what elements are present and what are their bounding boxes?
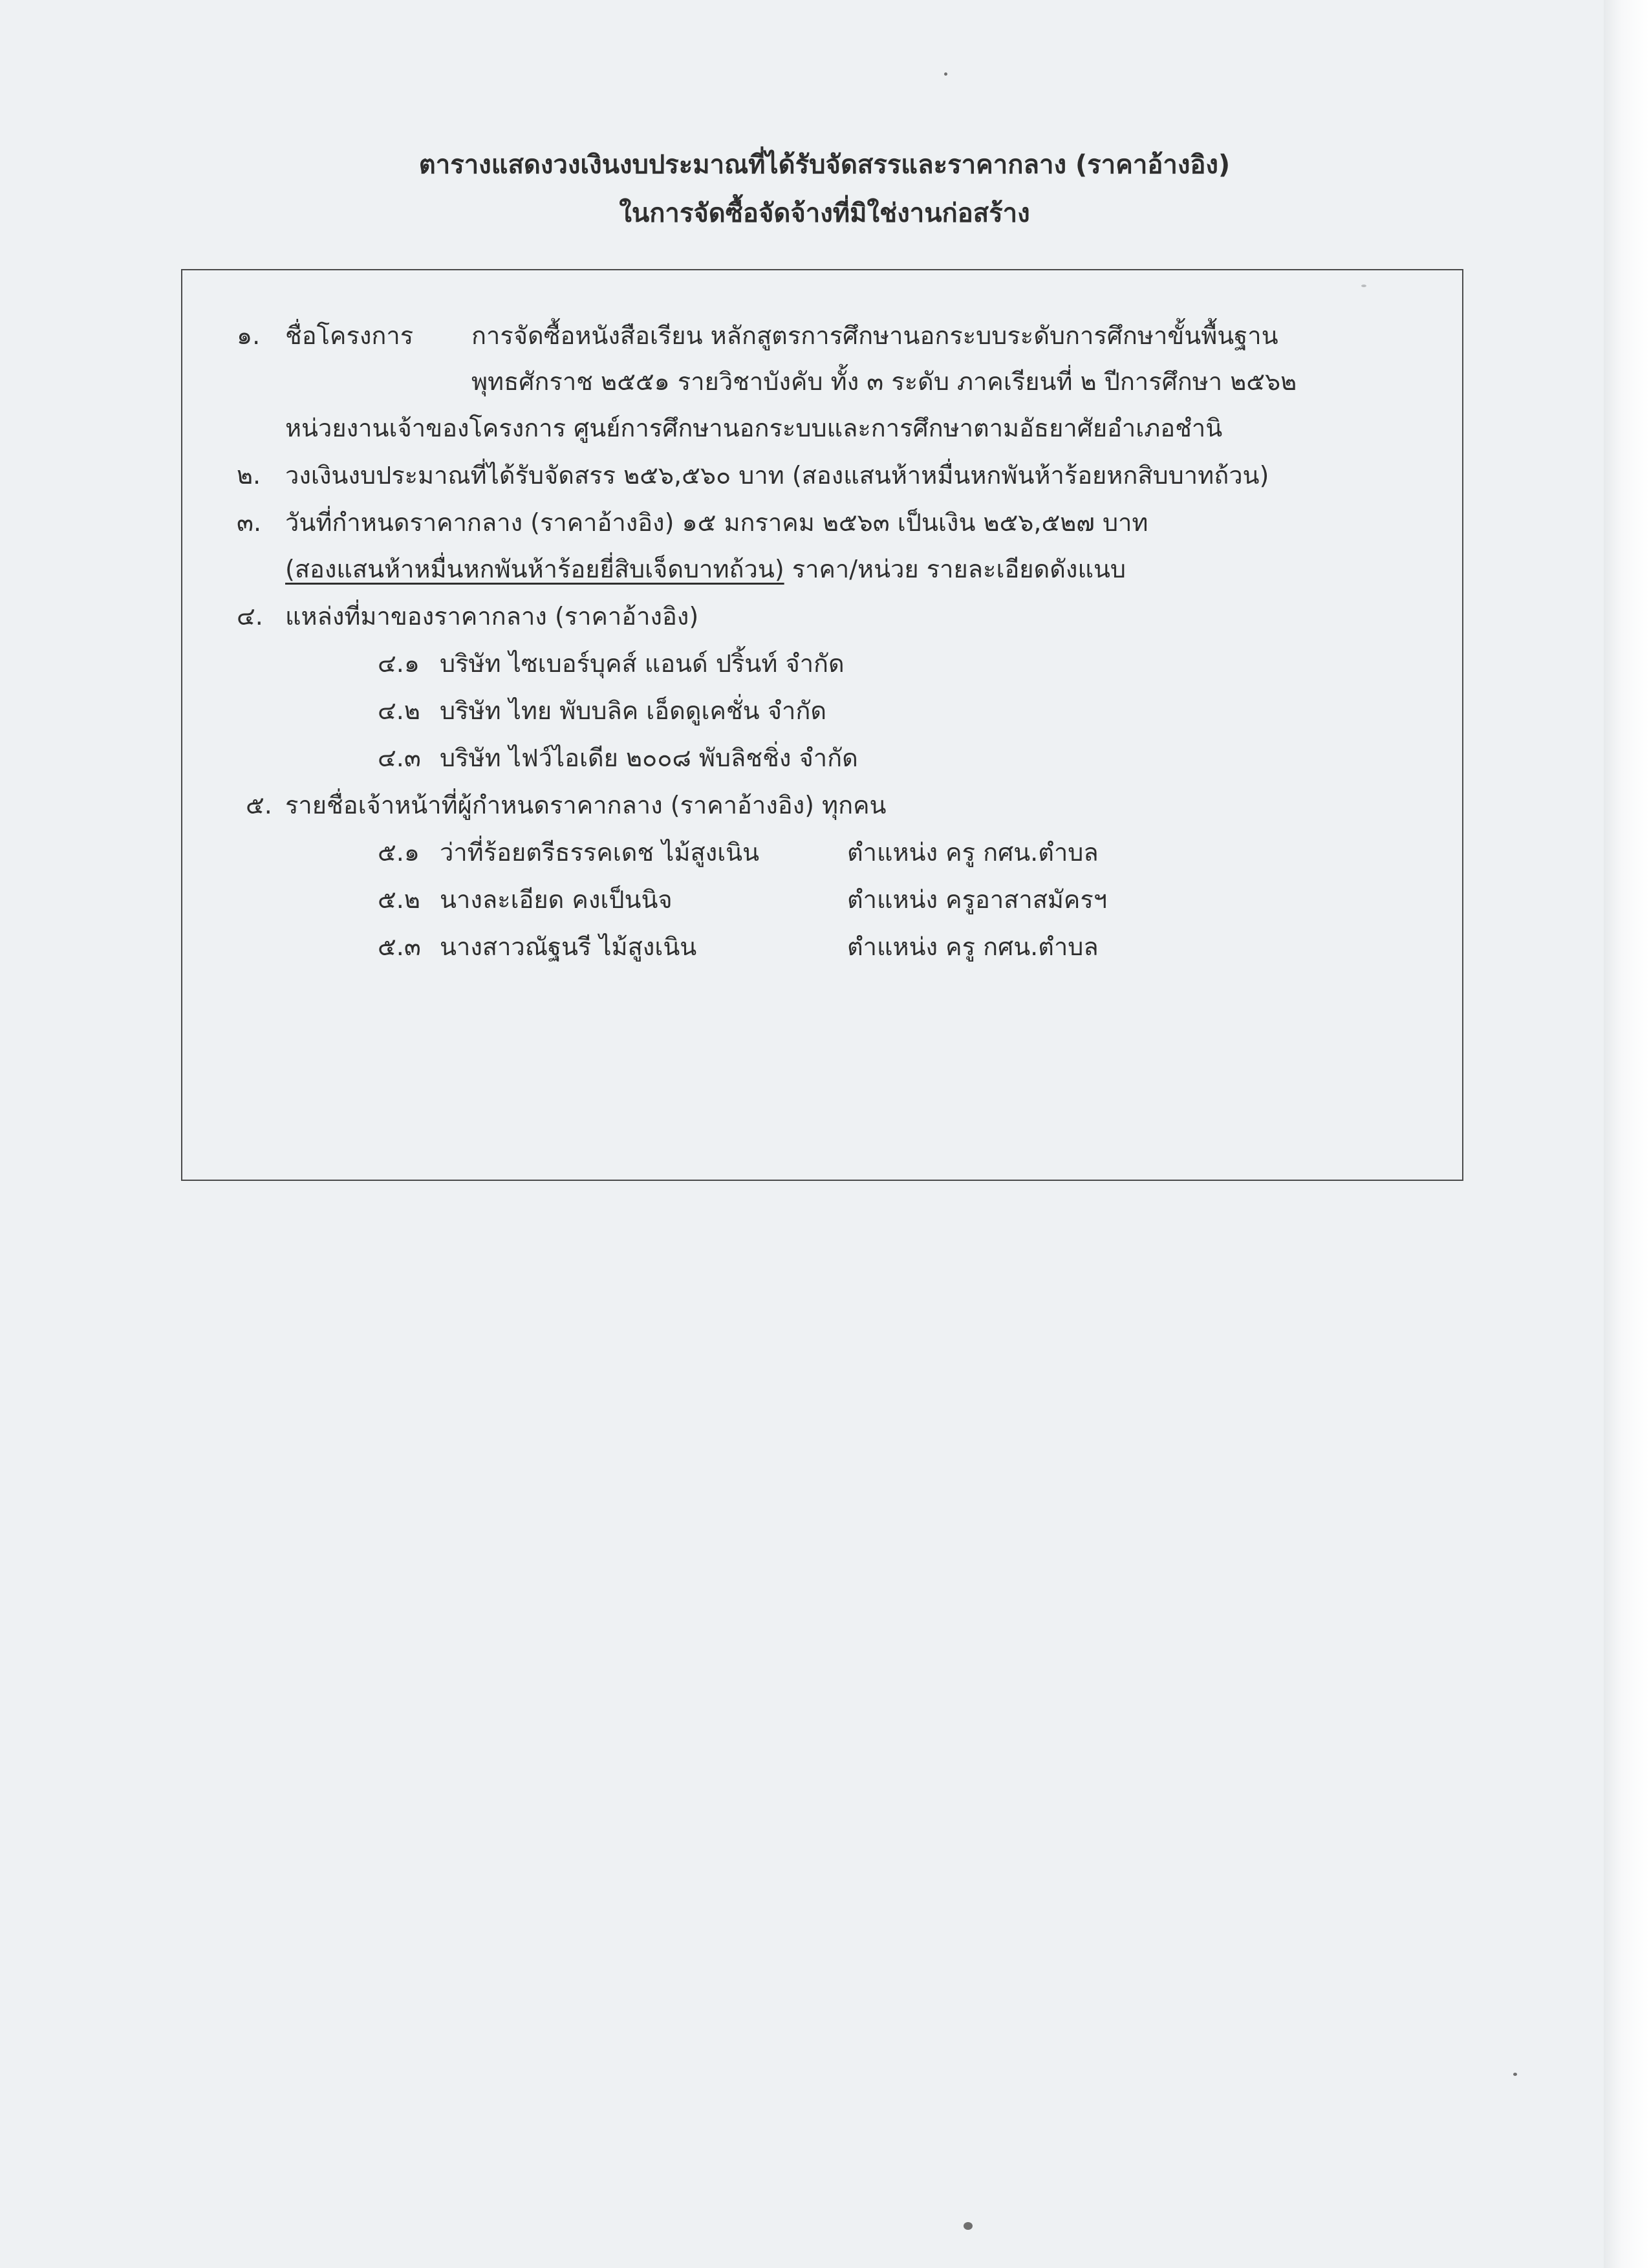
item-4-number: ๔.	[237, 602, 263, 631]
item-3-amount-words: (สองแสนห้าหมื่นหกพันห้าร้อยยี่สิบเจ็ดบาทถ้วน)	[285, 555, 784, 583]
item-1-value-line-2: พุทธศักราช ๒๕๕๑ รายวิชาบังคับ ทั้ง ๓ ระดับ ภาคเรียนที่ ๒ ปีการศึกษา ๒๕๖๒	[471, 367, 1297, 396]
person-1-name: ว่าที่ร้อยตรีธรรคเดช ไม้สูงเนิน	[440, 838, 760, 867]
person-2-position: ตำแหน่ง ครูอาสาสมัครฯ	[847, 885, 1108, 914]
item-5-number: ๕.	[246, 791, 272, 819]
item-3-text: วันที่กำหนดราคากลาง (ราคาอ้างอิง) ๑๕ มกราคม ๒๕๖๓ เป็นเงิน ๒๕๖,๕๒๗ บาท	[285, 508, 1148, 537]
item-1-number: ๑.	[237, 321, 261, 350]
person-3-name: นางสาวณัฐนรี ไม้สูงเนิน	[440, 933, 697, 961]
scan-speck	[964, 2222, 973, 2230]
source-2-name: บริษัท ไทย พับบลิค เอ็ดดูเคชั่น จำกัด	[440, 697, 826, 725]
source-1-number: ๔.๑	[378, 649, 420, 678]
person-2-number: ๕.๒	[378, 885, 420, 914]
item-1-owner: หน่วยงานเจ้าของโครงการ ศูนย์การศึกษานอกระบบและการศึกษาตามอัธยาศัยอำเภอชำนิ	[285, 414, 1223, 442]
scan-speck	[1361, 285, 1366, 287]
source-1-name: บริษัท ไซเบอร์บุคส์ แอนด์ ปริ้นท์ จำกัด	[440, 649, 845, 678]
person-1-position: ตำแหน่ง ครู กศน.ตำบล	[847, 838, 1099, 867]
source-3-number: ๔.๓	[378, 744, 421, 772]
person-1-number: ๕.๑	[378, 838, 420, 867]
scan-speck	[1513, 2073, 1517, 2076]
person-3-number: ๕.๓	[378, 933, 421, 961]
source-2-number: ๔.๒	[378, 697, 420, 725]
item-3-amount-line	[285, 557, 1126, 581]
document-title-line-2: ในการจัดซื้อจัดจ้างที่มิใช่งานก่อสร้าง	[619, 199, 1030, 228]
item-1-label: ชื่อโครงการ	[285, 321, 414, 350]
content-box	[181, 269, 1463, 1181]
item-1-value-line-1: การจัดซื้อหนังสือเรียน หลักสูตรการศึกษานอกระบบระดับการศึกษาขั้นพื้นฐาน	[471, 321, 1278, 350]
item-4-text: แหล่งที่มาของราคากลาง (ราคาอ้างอิง)	[285, 602, 699, 631]
scan-speck	[944, 72, 947, 76]
person-2-name: นางละเอียด คงเป็นนิจ	[440, 885, 673, 914]
item-2-number: ๒.	[237, 461, 261, 490]
person-3-position: ตำแหน่ง ครู กศน.ตำบล	[847, 933, 1099, 961]
item-2-text: วงเงินงบประมาณที่ได้รับจัดสรร ๒๕๖,๕๖๐ บาท (สองแสนห้าหมื่นหกพันห้าร้อยหกสิบบาทถ้วน)	[285, 461, 1269, 490]
source-3-name: บริษัท ไฟว์ไอเดีย ๒๐๐๘ พับลิชชิ่ง จำกัด	[440, 744, 858, 772]
item-3-suffix: ราคา/หน่วย รายละเอียดดังแนบ	[784, 555, 1126, 583]
item-5-text: รายชื่อเจ้าหน้าที่ผู้กำหนดราคากลาง (ราคาอ้างอิง) ทุกคน	[285, 791, 887, 819]
document-title-line-1: ตารางแสดงวงเงินงบประมาณที่ได้รับจัดสรรและราคากลาง (ราคาอ้างอิง)	[418, 150, 1231, 180]
item-3-number: ๓.	[237, 508, 262, 537]
scan-edge-shadow	[1604, 0, 1649, 2268]
